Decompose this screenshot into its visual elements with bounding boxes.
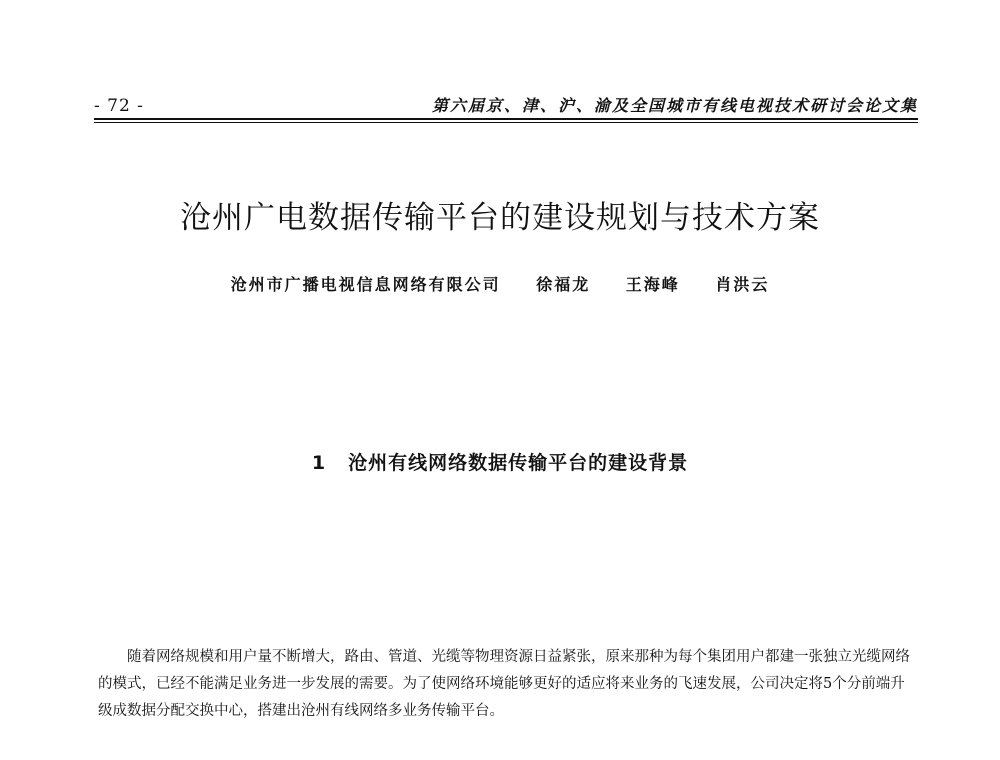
section-number: 1 — [311, 452, 327, 474]
author-name: 肖洪云 — [715, 275, 770, 294]
author-name: 徐福龙 — [536, 275, 591, 294]
section-title: 沧州有线网络数据传输平台的建设背景 — [348, 452, 689, 474]
author-byline — [0, 272, 1000, 295]
body-paragraph: 随着网络规模和用户量不断增大，路由、管道、光缆等物理资源日益紧张，原来那种为每个集团用户都建一张独立光缆网络的模式，已经不能满足业务进一步发展的需要。为了使网络环境能够更好的适应将来业务的飞速发展，公司决定将5个分前端升级成数据分配交换中心，搭建出沧州有线网络多业务传输平台。 — [98, 649, 910, 719]
section-heading — [0, 448, 1000, 475]
running-head: 第六届京、津、沪、渝及全国城市有线电视技术研讨会论文集 — [431, 96, 918, 115]
page-number: - 72 - — [94, 96, 144, 116]
author-affiliation: 沧州市广播电视信息网络有限公司 — [230, 275, 501, 294]
author-name: 王海峰 — [625, 275, 680, 294]
article-title: 沧州广电数据传输平台的建设规划与技术方案 — [180, 200, 820, 236]
header-rule — [94, 118, 918, 123]
page-header — [94, 90, 918, 116]
